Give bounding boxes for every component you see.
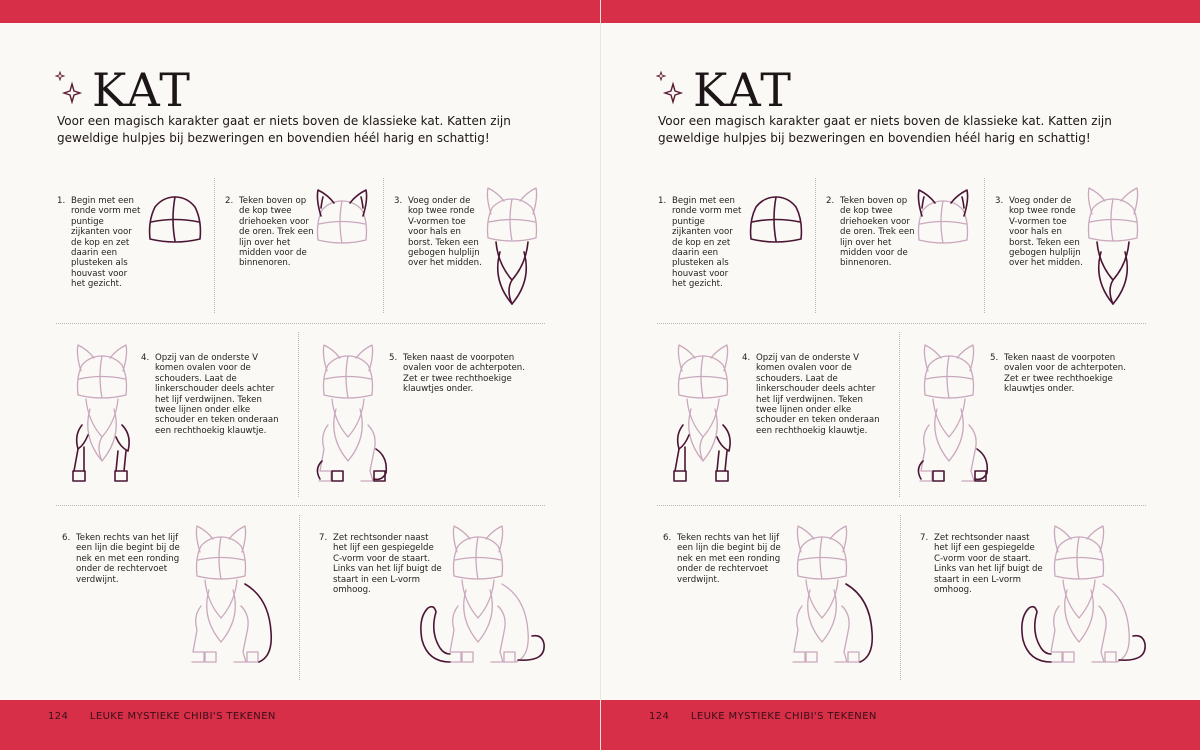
- cat-illustration-step-2: [312, 186, 372, 248]
- step-text: Zet rechtsonder naast het lijf een gespiegelde C-vorm voor de staart. Links van het lijf buigt de staart in een L-vorm omhoog.: [934, 533, 1043, 596]
- divider: [657, 323, 1146, 324]
- step-text: Voeg onder de kop twee ronde V-vormen toe voor hals en borst. Teken een gebogen hulplijn over het midden.: [408, 196, 482, 269]
- step-number: 1.: [658, 196, 667, 206]
- step-text: Teken rechts van het lijf een lijn die begint bij de nek en met een ronding onder de rechtervoet verdwijnt.: [76, 533, 180, 585]
- bottom-color-band: [601, 700, 1200, 750]
- cat-illustration-step-6: [790, 522, 880, 668]
- cat-illustration-step-7: [416, 522, 546, 668]
- step-text: Teken rechts van het lijf een lijn die begint bij de nek en met een ronding onder de rechtervoet verdwijnt.: [677, 533, 781, 585]
- book-title: LEUKE MYSTIEKE CHIBI'S TEKENEN: [690, 711, 877, 722]
- step-number: 4.: [141, 353, 150, 363]
- step-number: 2.: [225, 196, 234, 206]
- bottom-color-band: [0, 700, 600, 750]
- step-number: 6.: [62, 533, 71, 543]
- sparkle-icon: [54, 70, 84, 106]
- step-number: 7.: [920, 533, 929, 543]
- step-text: Opzij van de onderste V komen ovalen voor de schouders. Laat de linkerschouder deels achter het lijf verdwijnen. Teken twee lijnen onder elke schouder en teken onderaan een rechthoekig klauwtje.: [155, 353, 279, 436]
- step-text: Teken boven op de kop twee driehoeken voor de oren. Trek een lijn over het midden voor de binnenoren.: [239, 196, 314, 269]
- cat-illustration-step-4: [671, 341, 743, 487]
- page-footer: [649, 711, 877, 722]
- right-page: [600, 0, 1200, 750]
- step-number: 2.: [826, 196, 835, 206]
- page-title: KAT: [693, 63, 793, 117]
- step-number: 5.: [990, 353, 999, 363]
- step-number: 3.: [995, 196, 1004, 206]
- top-color-band: [0, 0, 600, 23]
- page-number: 124: [649, 711, 670, 722]
- step-text: Teken boven op de kop twee driehoeken voor de oren. Trek een lijn over het midden voor de binnenoren.: [840, 196, 915, 269]
- cat-illustration-step-5: [316, 341, 388, 487]
- page-number: 124: [48, 711, 69, 722]
- step-number: 6.: [663, 533, 672, 543]
- step-number: 3.: [394, 196, 403, 206]
- divider: [900, 515, 901, 680]
- page-title: KAT: [92, 63, 192, 117]
- divider: [56, 323, 545, 324]
- divider: [657, 505, 1146, 506]
- cat-illustration-step-3: [1083, 184, 1143, 306]
- divider: [984, 178, 985, 313]
- cat-illustration-step-3: [482, 184, 542, 306]
- page-footer: [48, 711, 276, 722]
- step-number: 4.: [742, 353, 751, 363]
- divider: [383, 178, 384, 313]
- cat-illustration-step-1: [746, 195, 806, 247]
- divider: [56, 505, 545, 506]
- step-text: Teken naast de voorpoten ovalen voor de achterpoten. Zet er twee rechthoekige klauwtjes onder.: [1004, 353, 1126, 395]
- step-number: 1.: [57, 196, 66, 206]
- divider: [815, 178, 816, 313]
- step-text: Teken naast de voorpoten ovalen voor de achterpoten. Zet er twee rechthoekige klauwtjes onder.: [403, 353, 525, 395]
- cat-illustration-step-5: [917, 341, 989, 487]
- sparkle-icon: [655, 70, 685, 106]
- cat-illustration-step-1: [145, 195, 205, 247]
- step-text: Begin met een ronde vorm met puntige zijkanten voor de kop en zet daarin een plusteken als houvast voor het gezicht.: [71, 196, 141, 290]
- cat-illustration-step-2: [913, 186, 973, 248]
- cat-illustration-step-7: [1017, 522, 1147, 668]
- divider: [298, 332, 299, 497]
- intro-text: Voor een magisch karakter gaat er niets boven de klassieke kat. Katten zijn geweldige hulpjes bij bezweringen en bovendien héél harig en schattig!: [658, 114, 1112, 145]
- step-text: Begin met een ronde vorm met puntige zijkanten voor de kop en zet daarin een plusteken als houvast voor het gezicht.: [672, 196, 742, 290]
- step-text: Opzij van de onderste V komen ovalen voor de schouders. Laat de linkerschouder deels achter het lijf verdwijnen. Teken twee lijnen onder elke schouder en teken onderaan een rechthoekig klauwtje.: [756, 353, 880, 436]
- divider: [214, 178, 215, 313]
- cat-illustration-step-6: [189, 522, 279, 668]
- step-text: Zet rechtsonder naast het lijf een gespiegelde C-vorm voor de staart. Links van het lijf buigt de staart in een L-vorm omhoog.: [333, 533, 442, 596]
- step-text: Voeg onder de kop twee ronde V-vormen toe voor hals en borst. Teken een gebogen hulplijn over het midden.: [1009, 196, 1083, 269]
- divider: [899, 332, 900, 497]
- cat-illustration-step-4: [70, 341, 142, 487]
- step-number: 5.: [389, 353, 398, 363]
- divider: [299, 515, 300, 680]
- book-title: LEUKE MYSTIEKE CHIBI'S TEKENEN: [89, 711, 276, 722]
- step-number: 7.: [319, 533, 328, 543]
- top-color-band: [601, 0, 1200, 23]
- intro-text: Voor een magisch karakter gaat er niets boven de klassieke kat. Katten zijn geweldige hulpjes bij bezweringen en bovendien héél harig en schattig!: [57, 114, 511, 145]
